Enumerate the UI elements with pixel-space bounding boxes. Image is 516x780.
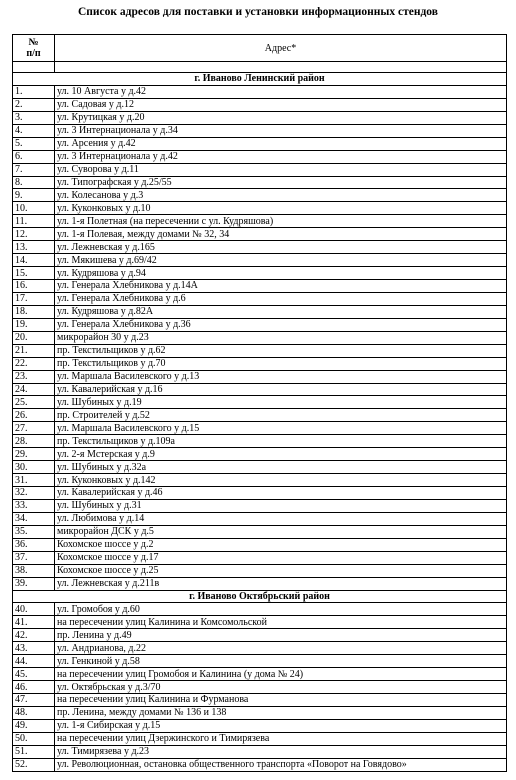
row-address: ул. Кавалерийская у д.16 — [55, 383, 507, 396]
document-title: Список адресов для поставки и установки информационных стендов — [78, 6, 438, 18]
row-number: 28. — [13, 435, 55, 448]
row-number: 51. — [13, 745, 55, 758]
row-address: ул. Лежневская у д.211в — [55, 577, 507, 590]
column-header-address: Адрес* — [55, 35, 507, 62]
row-number: 50. — [13, 732, 55, 745]
table-row — [13, 629, 507, 642]
row-address: Кохомское шоссе у д.25 — [55, 564, 507, 577]
row-number: 26. — [13, 409, 55, 422]
table-row — [13, 344, 507, 357]
table-row — [13, 538, 507, 551]
row-number: 4. — [13, 124, 55, 137]
header-num-line2: п/п — [26, 48, 41, 59]
row-number: 3. — [13, 111, 55, 124]
table-row — [13, 150, 507, 163]
table-row — [13, 228, 507, 241]
table-header-row — [13, 35, 507, 62]
row-number: 30. — [13, 461, 55, 474]
row-address: ул. Маршала Василевского у д.15 — [55, 422, 507, 435]
row-address: микрорайон 30 у д.23 — [55, 331, 507, 344]
district-name: г. Иваново Ленинский район — [13, 73, 507, 86]
table-row — [13, 512, 507, 525]
row-number: 23. — [13, 370, 55, 383]
table-row — [13, 267, 507, 280]
row-address: ул. Генерала Хлебникова у д.36 — [55, 318, 507, 331]
row-number: 15. — [13, 267, 55, 280]
table-row — [13, 474, 507, 487]
row-number: 46. — [13, 681, 55, 694]
row-number: 19. — [13, 318, 55, 331]
row-address: пр. Текстильщиков у д.62 — [55, 344, 507, 357]
row-address: ул. Арсения у д.42 — [55, 137, 507, 150]
row-number: 13. — [13, 241, 55, 254]
table-row — [13, 719, 507, 732]
row-number: 41. — [13, 616, 55, 629]
row-address: ул. 2-я Мстерская у д.9 — [55, 448, 507, 461]
table-body — [13, 62, 507, 772]
row-number: 40. — [13, 603, 55, 616]
table-row — [13, 706, 507, 719]
row-number: 48. — [13, 706, 55, 719]
row-number: 8. — [13, 176, 55, 189]
row-number: 10. — [13, 202, 55, 215]
row-address: Кохомское шоссе у д.17 — [55, 551, 507, 564]
row-address: ул. Суворова у д.11 — [55, 163, 507, 176]
table-row — [13, 318, 507, 331]
row-number: 36. — [13, 538, 55, 551]
table-row — [13, 577, 507, 590]
table-row — [13, 551, 507, 564]
table-row — [13, 137, 507, 150]
row-number: 39. — [13, 577, 55, 590]
table-row — [13, 681, 507, 694]
row-number: 42. — [13, 629, 55, 642]
row-number: 49. — [13, 719, 55, 732]
row-number: 9. — [13, 189, 55, 202]
row-number: 52. — [13, 758, 55, 771]
table-row — [13, 461, 507, 474]
row-address: пр. Ленина у д.49 — [55, 629, 507, 642]
row-address: ул. Генерала Хлебникова у д.14А — [55, 280, 507, 293]
row-address: ул. Тимирязева у д.23 — [55, 745, 507, 758]
table-row — [13, 85, 507, 98]
row-number: 47. — [13, 694, 55, 707]
row-address: ул. Мякишева у д.69/42 — [55, 254, 507, 267]
row-number: 17. — [13, 292, 55, 305]
table-row — [13, 111, 507, 124]
row-number: 35. — [13, 525, 55, 538]
row-address: ул. Революционная, остановка общественного транспорта «Поворот на Говядово» — [55, 758, 507, 771]
row-address: ул. Генкиной у д.58 — [55, 655, 507, 668]
row-address: пр. Строителей у д.52 — [55, 409, 507, 422]
table-row — [13, 616, 507, 629]
table-row — [13, 603, 507, 616]
row-number: 16. — [13, 280, 55, 293]
row-address: ул. Кудряшова у д.82А — [55, 305, 507, 318]
row-number: 18. — [13, 305, 55, 318]
row-address: микрорайон ДСК у д.5 — [55, 525, 507, 538]
row-number: 14. — [13, 254, 55, 267]
table-row — [13, 202, 507, 215]
row-number: 32. — [13, 487, 55, 500]
blank-row — [13, 62, 507, 73]
table-row — [13, 745, 507, 758]
table-row — [13, 487, 507, 500]
table-row — [13, 525, 507, 538]
row-number: 20. — [13, 331, 55, 344]
row-number: 22. — [13, 357, 55, 370]
table-row — [13, 163, 507, 176]
row-address: на пересечении улиц Громобоя и Калинина (у дома № 24) — [55, 668, 507, 681]
row-address: ул. Шубиных у д.31 — [55, 499, 507, 512]
row-address: ул. 1-я Полевая, между домами № 32, 34 — [55, 228, 507, 241]
row-address: ул. 10 Августа у д.42 — [55, 85, 507, 98]
table-row — [13, 732, 507, 745]
table-row — [13, 422, 507, 435]
row-address: ул. Кавалерийская у д.46 — [55, 487, 507, 500]
row-number: 5. — [13, 137, 55, 150]
table-row — [13, 435, 507, 448]
row-address: ул. 1-я Полетная (на пересечении с ул. Кудряшова) — [55, 215, 507, 228]
table-row — [13, 564, 507, 577]
row-number: 25. — [13, 396, 55, 409]
table-row — [13, 124, 507, 137]
row-address: ул. Типографская у д.25/55 — [55, 176, 507, 189]
row-address: пр. Текстильщиков у д.109а — [55, 435, 507, 448]
row-address: на пересечении улиц Дзержинского и Тимирязева — [55, 732, 507, 745]
table-row — [13, 98, 507, 111]
row-address: ул. Маршала Василевского у д.13 — [55, 370, 507, 383]
district-header-row — [13, 590, 507, 603]
row-address: ул. Крутицкая у д.20 — [55, 111, 507, 124]
row-address: ул. Шубиных у д.19 — [55, 396, 507, 409]
table-row — [13, 241, 507, 254]
table-row — [13, 305, 507, 318]
row-address: ул. 3 Интернационала у д.34 — [55, 124, 507, 137]
row-number: 31. — [13, 474, 55, 487]
table-row — [13, 370, 507, 383]
header-num-line1: № — [28, 37, 39, 48]
table-row — [13, 396, 507, 409]
table-row — [13, 357, 507, 370]
table-row — [13, 292, 507, 305]
row-address: пр. Ленина, между домами № 136 и 138 — [55, 706, 507, 719]
table-row — [13, 694, 507, 707]
district-header-row — [13, 73, 507, 86]
table-row — [13, 383, 507, 396]
table-row — [13, 215, 507, 228]
row-address: на пересечении улиц Калинина и Фурманова — [55, 694, 507, 707]
table-row — [13, 254, 507, 267]
row-number: 11. — [13, 215, 55, 228]
row-address: ул. Октябрьская у д.3/70 — [55, 681, 507, 694]
row-address: ул. Куконковых у д.10 — [55, 202, 507, 215]
row-address: ул. 3 Интернационала у д.42 — [55, 150, 507, 163]
row-number: 38. — [13, 564, 55, 577]
row-number: 24. — [13, 383, 55, 396]
row-address: ул. Кудряшова у д.94 — [55, 267, 507, 280]
row-address: ул. 1-я Сибирская у д.15 — [55, 719, 507, 732]
row-number: 21. — [13, 344, 55, 357]
row-number: 44. — [13, 655, 55, 668]
table-row — [13, 176, 507, 189]
table-row — [13, 655, 507, 668]
row-address: ул. Генерала Хлебникова у д.6 — [55, 292, 507, 305]
table-row — [13, 280, 507, 293]
row-address: ул. Лежневская у д.165 — [55, 241, 507, 254]
table-row — [13, 758, 507, 771]
row-number: 45. — [13, 668, 55, 681]
row-number: 43. — [13, 642, 55, 655]
row-address: Кохомское шоссе у д.2 — [55, 538, 507, 551]
row-address: ул. Любимова у д.14 — [55, 512, 507, 525]
table-row — [13, 448, 507, 461]
table-row — [13, 668, 507, 681]
row-number: 29. — [13, 448, 55, 461]
row-address: ул. Андрианова, д.22 — [55, 642, 507, 655]
table-row — [13, 642, 507, 655]
row-number: 12. — [13, 228, 55, 241]
row-address: ул. Громобоя у д.60 — [55, 603, 507, 616]
column-header-number — [13, 35, 55, 62]
row-address: пр. Текстильщиков у д.70 — [55, 357, 507, 370]
table-row — [13, 499, 507, 512]
row-number: 2. — [13, 98, 55, 111]
table-row — [13, 331, 507, 344]
row-number: 27. — [13, 422, 55, 435]
table-row — [13, 409, 507, 422]
district-name: г. Иваново Октябрьский район — [13, 590, 507, 603]
row-number: 1. — [13, 85, 55, 98]
row-address: ул. Шубиных у д.32а — [55, 461, 507, 474]
row-number: 37. — [13, 551, 55, 564]
row-number: 33. — [13, 499, 55, 512]
row-number: 6. — [13, 150, 55, 163]
row-number: 34. — [13, 512, 55, 525]
row-address: ул. Куконковых у д.142 — [55, 474, 507, 487]
table-row — [13, 189, 507, 202]
address-table — [12, 34, 507, 772]
row-address: ул. Садовая у д.12 — [55, 98, 507, 111]
row-number: 7. — [13, 163, 55, 176]
row-address: ул. Колесанова у д.3 — [55, 189, 507, 202]
row-address: на пересечении улиц Калинина и Комсомольской — [55, 616, 507, 629]
